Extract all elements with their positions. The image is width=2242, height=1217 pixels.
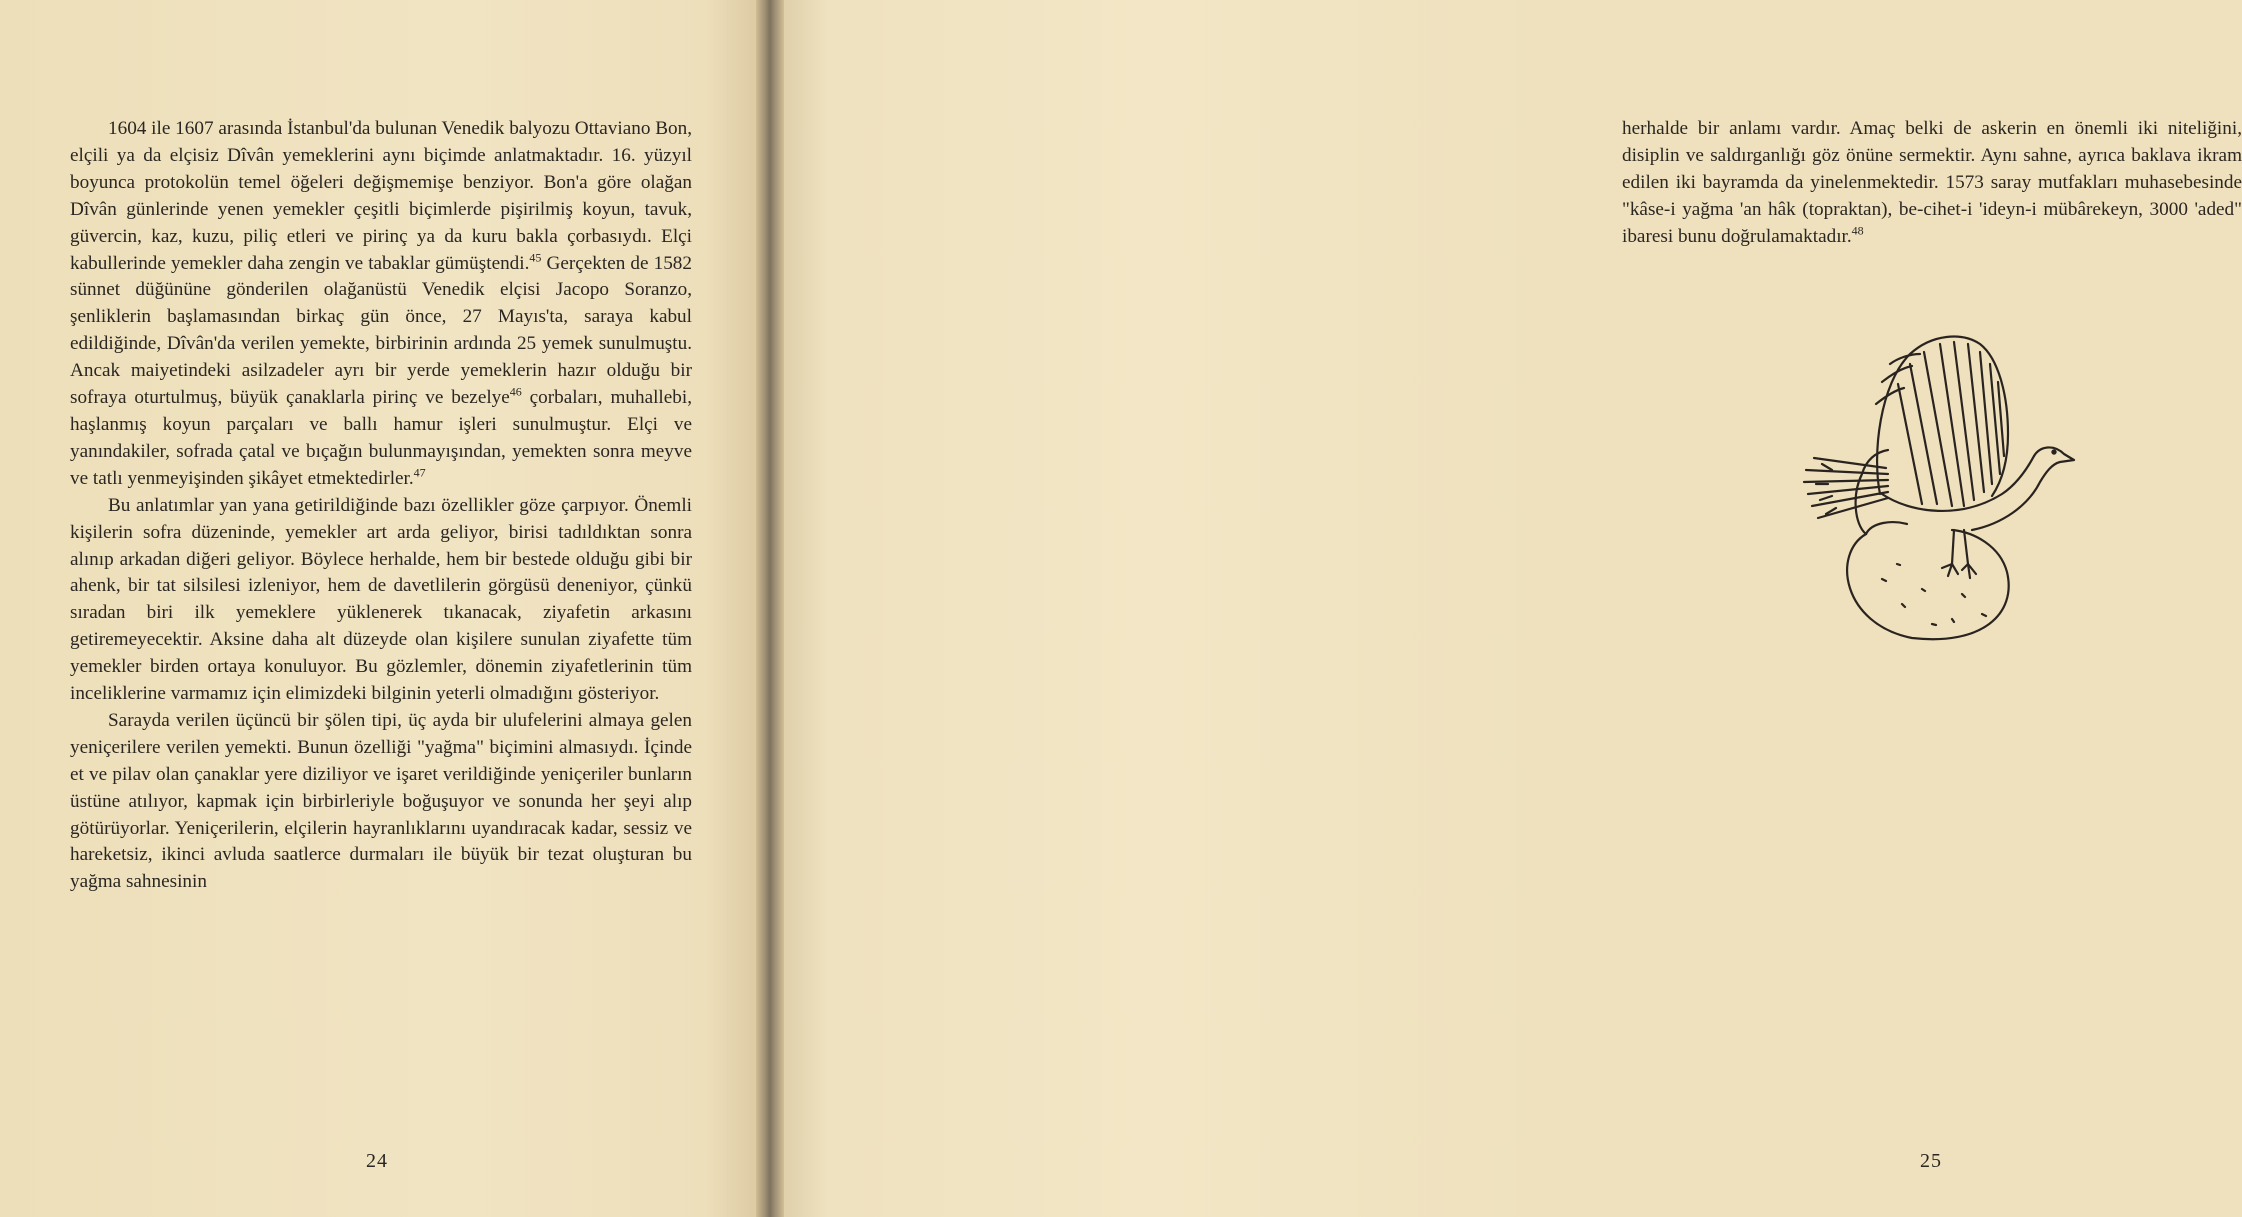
left-page [0,0,766,1217]
footnote-ref: 47 [413,465,426,480]
left-page-text [70,116,692,896]
paragraph [1622,116,2242,251]
bird-on-pot-drawing [1802,324,2074,654]
book-gutter [756,0,784,1217]
page-number: 25 [1920,1150,1942,1172]
paragraph-text: çorbaları, muhallebi, haşlanmış koyun parçaları ve ballı hamur işleri sunulmuştur. Elçi ve yanındakiler, sofrada çatal ve bıçağın bulunmayışından, yemekten sonra meyve ve tatlı yenmeyişinden şikâyet etmektedirler. [70,387,692,489]
footnote-ref: 46 [509,384,522,399]
paragraph-text: Gerçekten de 1582 sünnet düğününe gönderilen olağanüstü Venedik elçisi Jacopo Soranzo, şenliklerin başlamasından birkaç gün önce, 27 Mayıs'ta, saraya kabul edildiğinde, Dîvân'da verilen yemekte, birbirinin ardında 25 yemek sunulmuştu. Ancak maiyetindeki asilzadeler ayrı bir yerde yemeklerin hazır olduğu bir sofraya oturtulmuş, büyük çanaklarla pirinç ve bezelye [70,252,692,409]
paragraph-text: 1604 ile 1607 arasında İstanbul'da bulunan Venedik balyozu Ottaviano Bon, elçili ya da elçisiz Dîvân yemeklerini aynı biçimde anlatmaktadır. 16. yüzyıl boyunca protokolün temel öğeleri değişmemişe benziyor. Bon'a göre olağan Dîvân günlerinde yenen yemekler çeşitli biçimlerde pişirilmiş koyun, tavuk, güvercin, kaz, kuzu, piliç etleri ve pirinç ya da kuru bakla çorbasıydı. Elçi kabullerinde yemekler daha zengin ve tabaklar gümüştendi. [70,118,692,274]
right-page [766,0,2242,1217]
paragraph: Sarayda verilen üçüncü bir şölen tipi, üç ayda bir ulufelerini almaya gelen yeniçerilere verilen yemekti. Bunun özelliği "yağma" biçimini almasıydı. İçinde et ve pilav olan çanaklar yere diziliyor ve işaret verildiğinde yeniçeriler bunların üstüne atılıyor, kapmak için birbirleriyle boğuşuyor ve sonunda her şeyi alıp götürüyorlar. Yeniçerilerin, elçilerin hayranlıklarını uyandıracak kadar, sessiz ve hareketsiz, ikinci avluda saatlerce durmaları ile büyük bir tezat oluşturan bu yağma sahnesinin [70,709,692,893]
page-number: 24 [366,1150,388,1172]
paragraph: Bu anlatımlar yan yana getirildiğinde bazı özellikler göze çarpıyor. Önemli kişilerin sofra düzeninde, yemekler art arda geliyor, birisi tadıldıktan sonra alınıp arkadan diğeri geliyor. Böylece herhalde, hem bir bestede olduğu gibi bir ahenk, bir tat silsilesi izleniyor, hem de davetlilerin görgüsü deneniyor, çünkü sıradan biri ilk yemeklere yüklenerek tıkanacak, ziyafetin arkasını getiremeyecektir. Aksine daha alt düzeyde olan kişilere sunulan ziyafette tüm yemekler birden ortaya konuluyor. Bu gözlemler, dönemin ziyafetlerinin tüm inceliklerine varmamız için elimizdeki bilginin yeterli olmadığını gösteriyor. [70,494,692,705]
paragraph-text: herhalde bir anlamı vardır. Amaç belki de askerin en önemli iki niteliğini, disiplin ve saldırganlığı göz önüne sermektir. Aynı sahne, ayrıca baklava ikram edilen iki bayramda da yinelenmektedir. 1573 saray mutfakları muhasebesinde "kâse-i yağma 'an hâk (topraktan), be-cihet-i 'ideyn-i mübârekeyn, 3000 'aded" ibaresi bunu doğrulamaktadır. [1622,118,2242,247]
paragraph [70,116,692,493]
footnote-ref: 45 [529,250,542,265]
footnote-ref: 48 [1851,223,1864,238]
